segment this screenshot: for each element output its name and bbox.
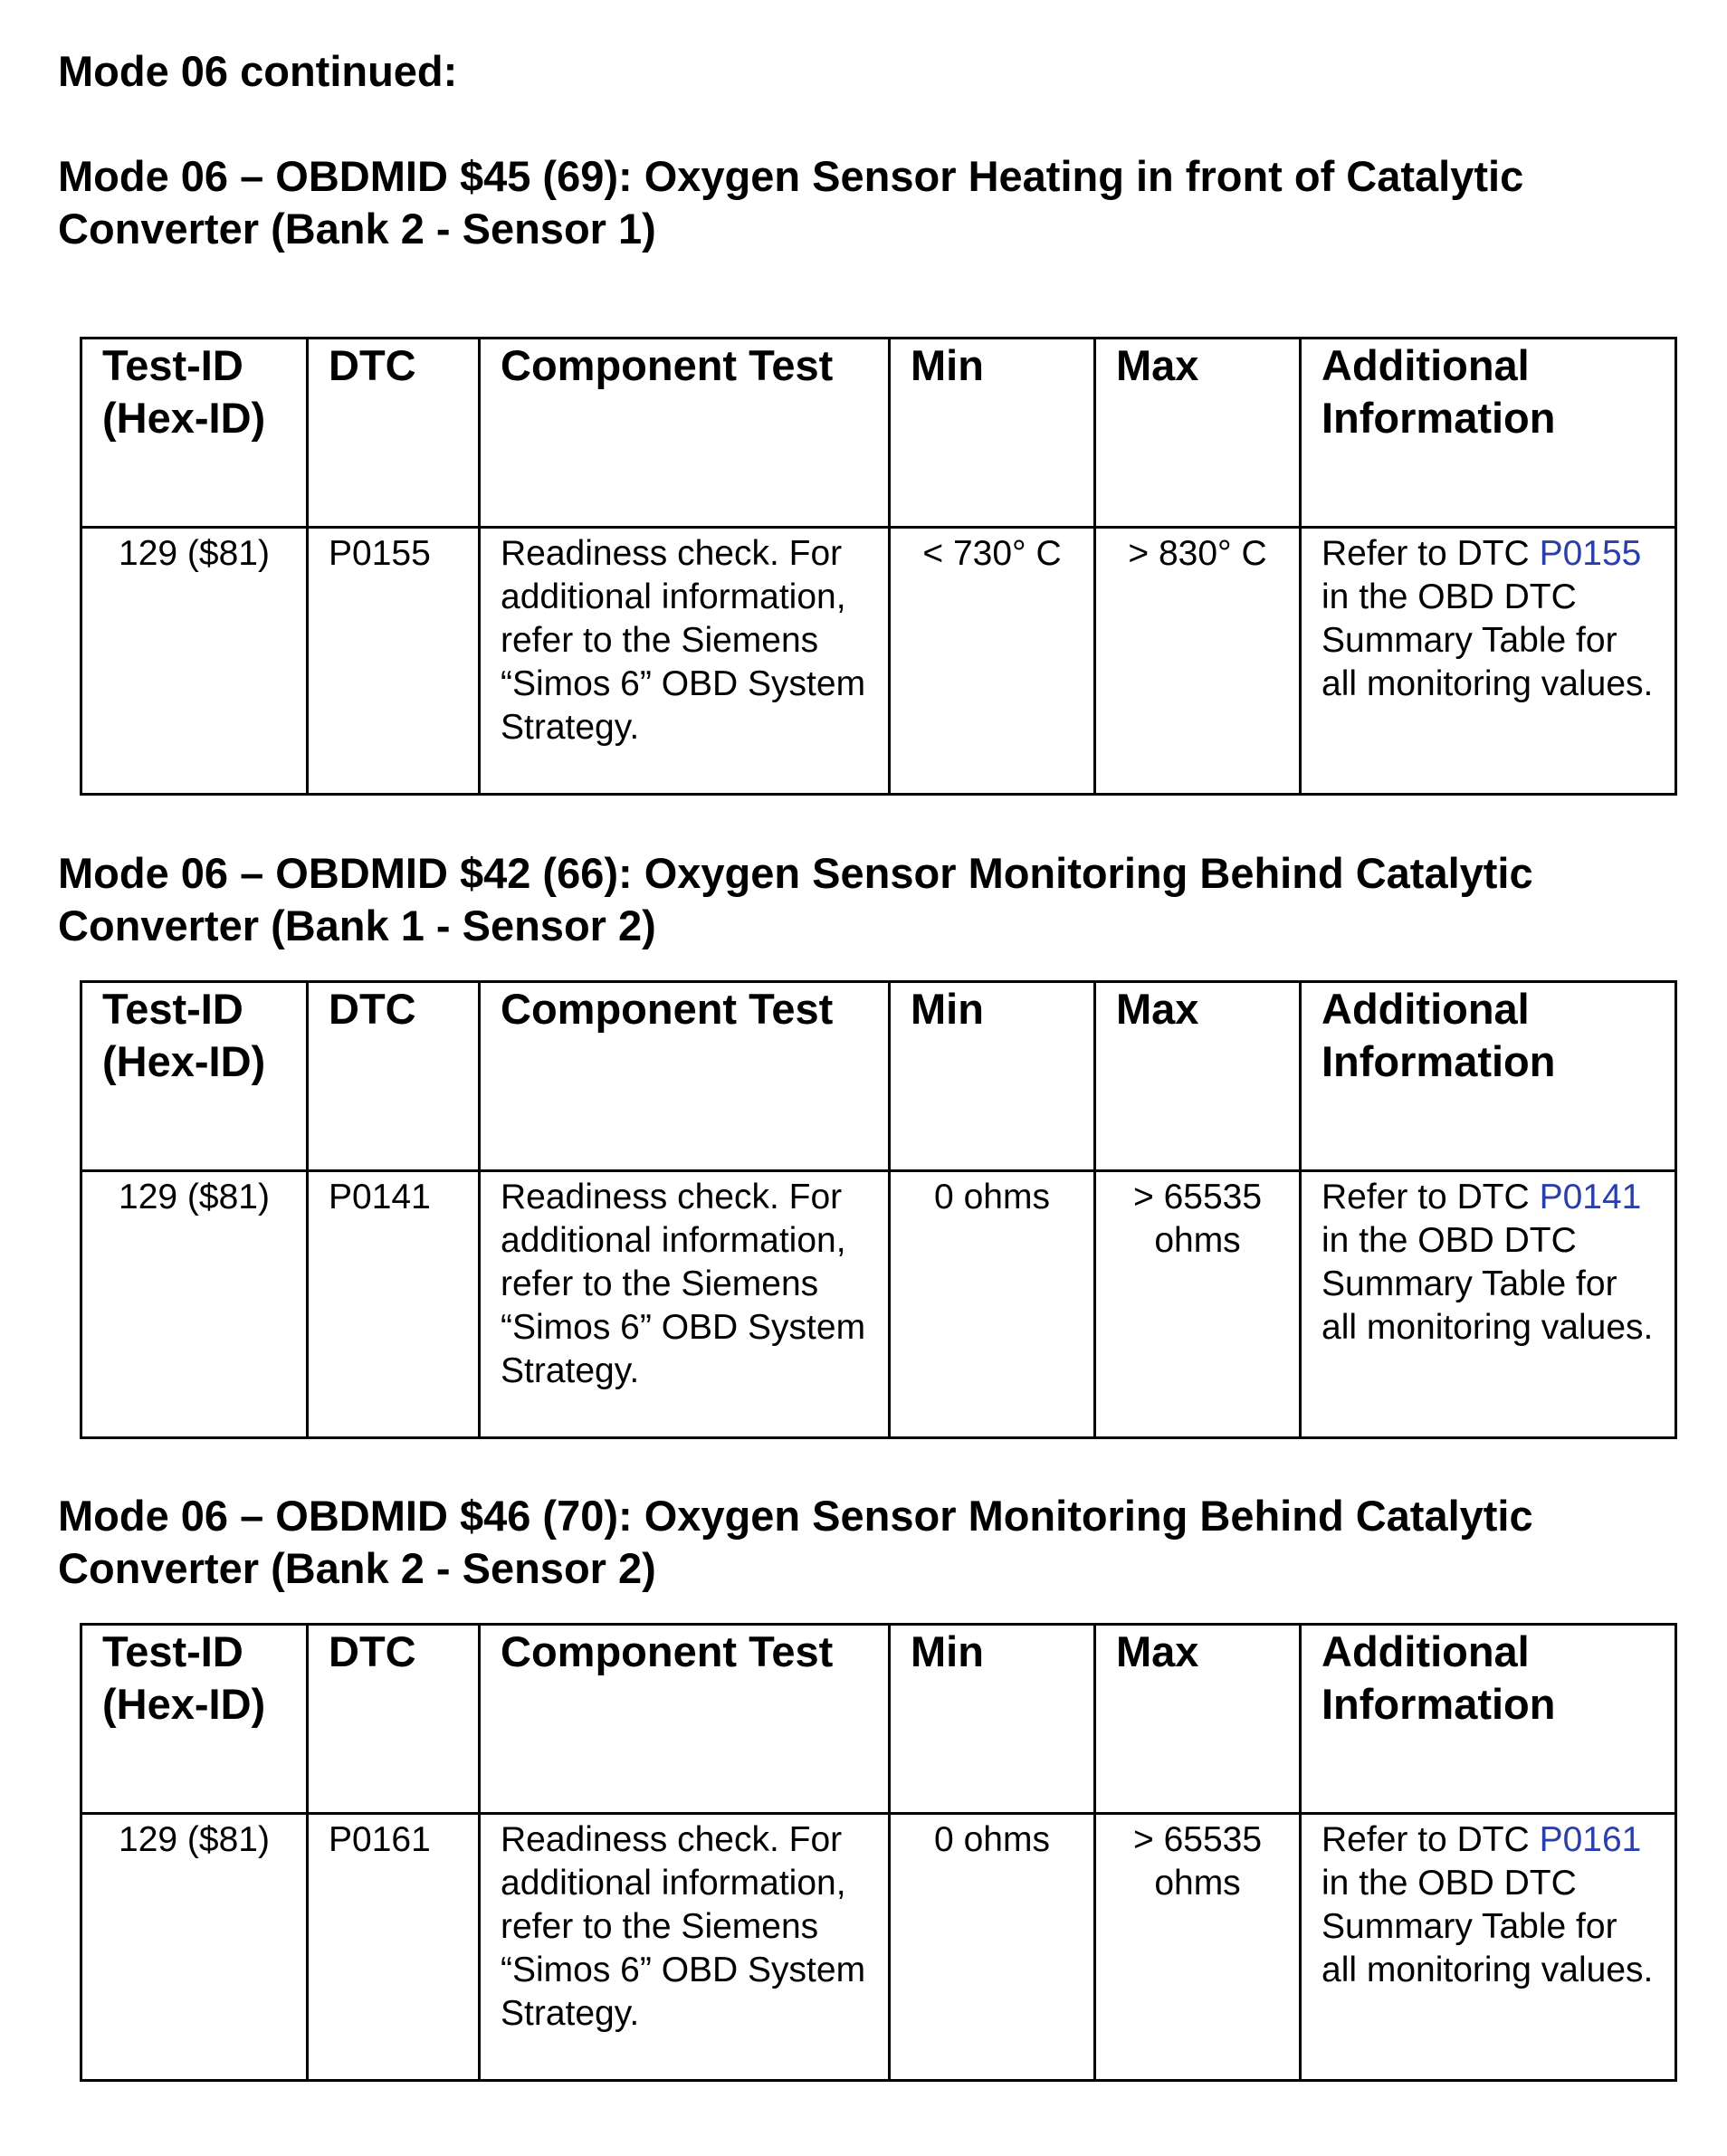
cell-dtc: P0161	[308, 1814, 480, 2081]
cell-component-test: Readiness check. For additional information, refer to the Siemens “Simos 6” OBD System Strategy.	[480, 528, 890, 795]
info-text-before: Refer to DTC	[1321, 534, 1530, 573]
table-row	[81, 1814, 1676, 2081]
header-test-id: Test-ID (Hex-ID)	[81, 982, 308, 1171]
dtc-link-p0155[interactable]: P0155	[1539, 534, 1642, 573]
cell-additional-info	[1301, 1171, 1676, 1438]
cell-min: 0 ohms	[890, 1814, 1095, 2081]
cell-component-test: Readiness check. For additional information, refer to the Siemens “Simos 6” OBD System Strategy.	[480, 1814, 890, 2081]
header-min: Min	[890, 339, 1095, 528]
table-obdmid-46	[80, 1623, 1677, 2082]
table-row	[81, 1171, 1676, 1438]
cell-max: > 65535 ohms	[1095, 1171, 1301, 1438]
header-dtc: DTC	[308, 339, 480, 528]
cell-dtc: P0141	[308, 1171, 480, 1438]
header-min: Min	[890, 982, 1095, 1171]
header-additional-info: Additional Information	[1301, 339, 1676, 528]
section-title-obdmid-45: Mode 06 – OBDMID $45 (69): Oxygen Sensor Heating in front of Catalytic Converter (Bank 2 - Sensor 1)	[58, 152, 1524, 253]
info-text-before: Refer to DTC	[1321, 1178, 1530, 1216]
header-test-id: Test-ID (Hex-ID)	[81, 339, 308, 528]
info-text-after: in the OBD DTC Summary Table for all monitoring values.	[1321, 577, 1654, 703]
table-obdmid-42	[80, 980, 1677, 1439]
cell-additional-info	[1301, 1814, 1676, 2081]
info-text-after: in the OBD DTC Summary Table for all monitoring values.	[1321, 1221, 1654, 1347]
cell-test-id: 129 ($81)	[81, 1171, 308, 1438]
header-component-test: Component Test	[480, 1625, 890, 1814]
table-header-row	[81, 1625, 1676, 1814]
header-test-id: Test-ID (Hex-ID)	[81, 1625, 308, 1814]
cell-component-test: Readiness check. For additional information, refer to the Siemens “Simos 6” OBD System Strategy.	[480, 1171, 890, 1438]
cell-max: > 830° C	[1095, 528, 1301, 795]
header-min: Min	[890, 1625, 1095, 1814]
table-header-row	[81, 982, 1676, 1171]
cell-test-id: 129 ($81)	[81, 1814, 308, 2081]
cell-additional-info	[1301, 528, 1676, 795]
section-title-obdmid-42: Mode 06 – OBDMID $42 (66): Oxygen Sensor Monitoring Behind Catalytic Converter (Bank 1 - Sensor 2)	[58, 849, 1533, 949]
header-additional-info: Additional Information	[1301, 982, 1676, 1171]
cell-test-id: 129 ($81)	[81, 528, 308, 795]
header-max: Max	[1095, 339, 1301, 528]
info-text-after: in the OBD DTC Summary Table for all monitoring values.	[1321, 1864, 1654, 1989]
header-dtc: DTC	[308, 982, 480, 1171]
cell-min: < 730° C	[890, 528, 1095, 795]
cell-min: 0 ohms	[890, 1171, 1095, 1438]
dtc-link-p0141[interactable]: P0141	[1539, 1178, 1642, 1216]
page-heading: Mode 06 continued:	[58, 47, 458, 95]
cell-dtc: P0155	[308, 528, 480, 795]
header-max: Max	[1095, 1625, 1301, 1814]
header-component-test: Component Test	[480, 982, 890, 1171]
table-obdmid-45	[80, 337, 1677, 796]
header-component-test: Component Test	[480, 339, 890, 528]
table-row	[81, 528, 1676, 795]
table-header-row	[81, 339, 1676, 528]
info-text-before: Refer to DTC	[1321, 1820, 1530, 1859]
cell-max: > 65535 ohms	[1095, 1814, 1301, 2081]
section-title-obdmid-46: Mode 06 – OBDMID $46 (70): Oxygen Sensor Monitoring Behind Catalytic Converter (Bank 2 - Sensor 2)	[58, 1492, 1533, 1592]
header-dtc: DTC	[308, 1625, 480, 1814]
header-additional-info: Additional Information	[1301, 1625, 1676, 1814]
header-max: Max	[1095, 982, 1301, 1171]
dtc-link-p0161[interactable]: P0161	[1539, 1820, 1642, 1859]
